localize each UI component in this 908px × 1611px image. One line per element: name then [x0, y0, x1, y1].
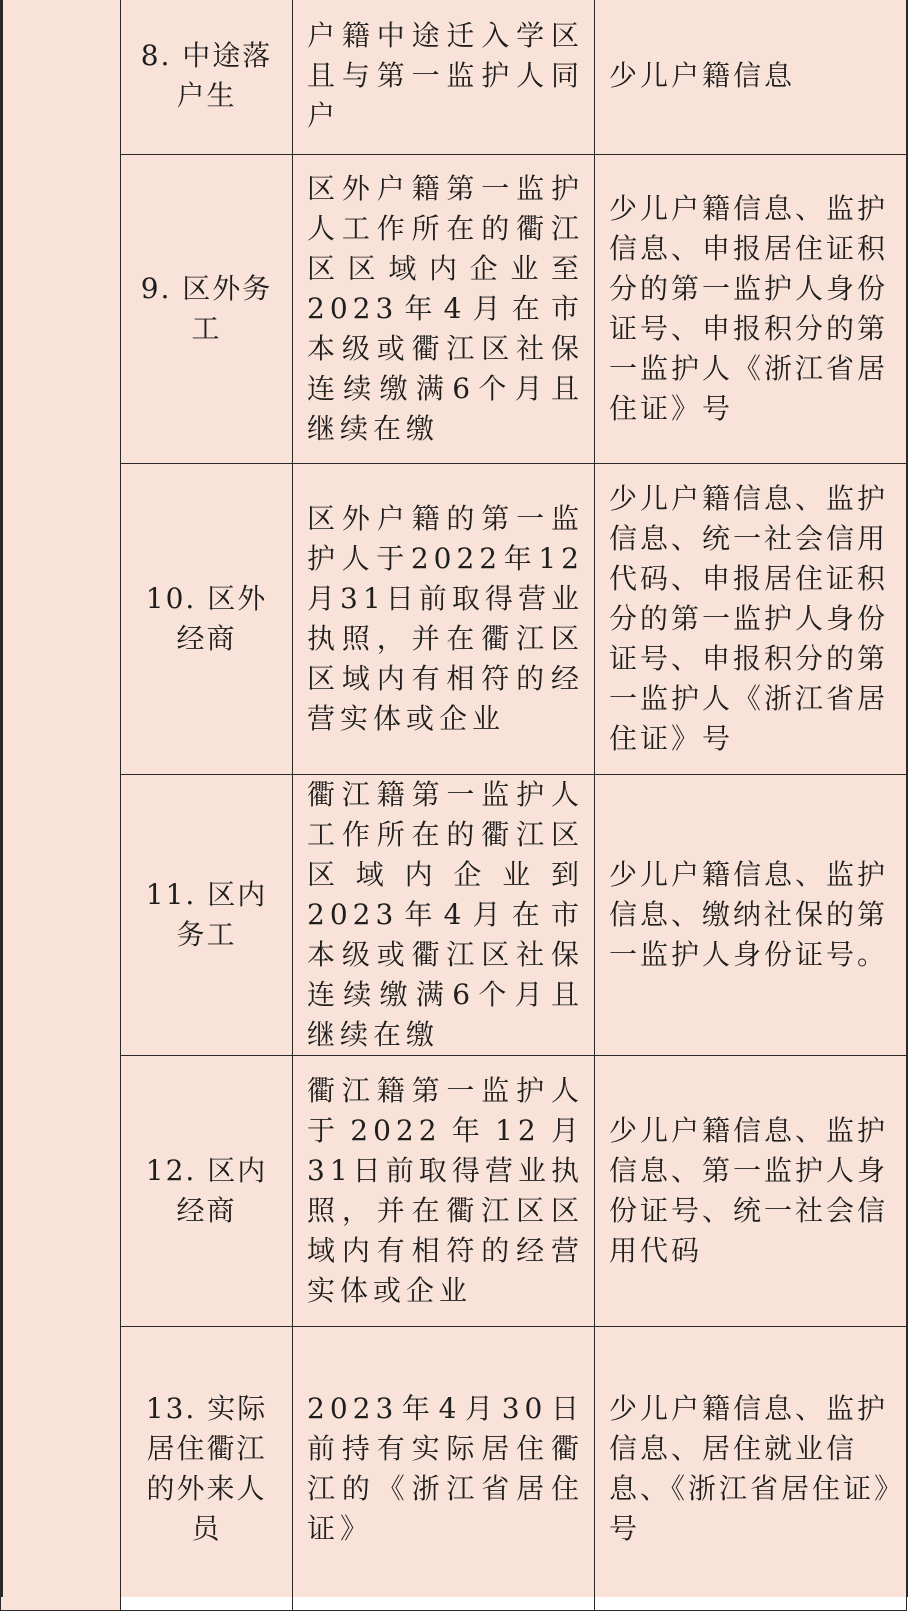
condition-cell: 2023年4月30日前持有实际居住衢江的《浙江省居住证》 [293, 1327, 595, 1611]
table-row [1, 0, 907, 155]
merged-blank-column [1, 0, 121, 1611]
documents-cell: 少儿户籍信息 [595, 0, 907, 155]
table-row [1, 464, 907, 775]
category-cell: 12. 区内经商 [121, 1056, 293, 1327]
documents-cell: 少儿户籍信息、监护信息、缴纳社保的第一监护人身份证号。 [595, 775, 907, 1056]
condition-cell: 衢江籍第一监护人于2022年12月31日前取得营业执照，并在衢江区区域内有相符的经营实体或企业 [293, 1056, 595, 1327]
category-cell: 8. 中途落户生 [121, 0, 293, 155]
table-left-border [0, 0, 3, 1597]
condition-cell: 户籍中途迁入学区且与第一监护人同户 [293, 0, 595, 155]
documents-cell: 少儿户籍信息、监护信息、第一监护人身份证号、统一社会信用代码 [595, 1056, 907, 1327]
category-cell: 10. 区外经商 [121, 464, 293, 775]
table-row [1, 1056, 907, 1327]
condition-cell: 区外户籍的第一监护人于2022年12月31日前取得营业执照，并在衢江区区域内有相符的经营实体或企业 [293, 464, 595, 775]
category-cell: 13. 实际居住衢江的外来人员 [121, 1327, 293, 1611]
table-row [1, 775, 907, 1056]
category-cell: 9. 区外务工 [121, 155, 293, 464]
category-cell: 11. 区内务工 [121, 775, 293, 1056]
condition-cell: 衢江籍第一监护人工作所在的衢江区区域内企业到2023年4月在市本级或衢江区社保连续缴满6个月且继续在缴 [293, 775, 595, 1056]
condition-cell: 区外户籍第一监护人工作所在的衢江区区域内企业至2023年4月在市本级或衢江区社保连续缴满6个月且继续在缴 [293, 155, 595, 464]
documents-cell: 少儿户籍信息、监护信息、统一社会信用代码、申报居住证积分的第一监护人身份证号、申报积分的第一监护人《浙江省居住证》号 [595, 464, 907, 775]
documents-cell: 少儿户籍信息、监护信息、申报居住证积分的第一监护人身份证号、申报积分的第一监护人《浙江省居住证》号 [595, 155, 907, 464]
table-row [1, 1327, 907, 1611]
table-row [1, 155, 907, 464]
documents-cell: 少儿户籍信息、监护信息、居住就业信息、《浙江省居住证》号 [595, 1327, 907, 1611]
